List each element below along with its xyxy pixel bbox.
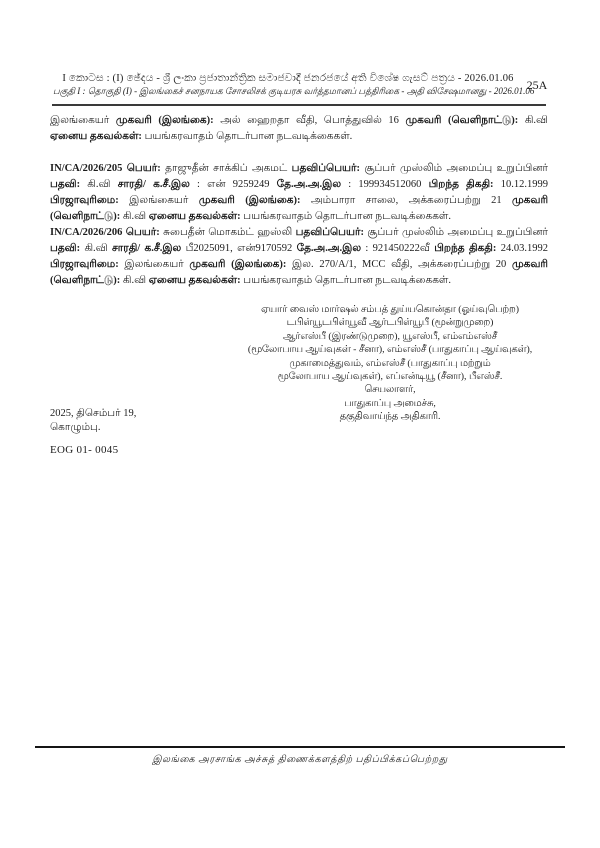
footer-rule (35, 746, 565, 748)
signature-authority-line: தகுதிவாய்ந்த அதிகாரி. (339, 411, 441, 423)
signature-line: ஆர்எஸ்பீ (இரண்டுமுறை), யூஎஸ்பீ, எம்எம்எஸ்சீ (282, 330, 498, 342)
signature-block (200, 303, 580, 424)
dateline-place: கொழும்பு. (50, 421, 101, 433)
signature-title-line: செயலாளர், (364, 384, 416, 396)
entry-paragraph-205: IN/CA/2026/205 பெயர்: தாஜுதீன் சாக்கிப் அகமட் பதவிப்பெயர்: சூப்பர் முஸ்லிம் அமைப்பு உறுப்பினர் பதவி: கி.வி சாரதி/ க.சீ.இல : என் 9259249 தே.அ.அ.இல : 199934512060 பிறந்த திகதி: 10.12.1999 பிரஜாவுரிமை: இலங்கையர் முகவரி (இலங்கை): அம்பாரா சாலை, அக்கரைப்பற்று 21 முகவரி (வெளிநாட்டு): கி.வி ஏனைய தகவல்கள்: பயங்கரவாதம் தொடர்பான நடவடிக்கைகள். (50, 163, 548, 222)
entry-continuation-paragraph: இலங்கையர் முகவரி (இலங்கை): அல் ஹைறதா வீதி, பொத்துவில் 16 முகவரி (வெளிநாட்டு): கி.வி ஏனைய தகவல்கள்: பயங்கரவாதம் தொடர்பான நடவடிக்கைகள். (50, 115, 548, 142)
signature-line: மூலோபாய ஆய்வுகள்), எப்என்டியூ (சீனா), பீஎஸ்சீ. (277, 371, 503, 383)
header-sinhala-line: I කොටස : (I) ඡේදය - ශ්‍රී ලංකා ප්‍රජාතාන්ත්‍රික සමාජවාදී ජනරජයේ අති විශේෂ ගැසට් පත්‍රය - 2026.01.06 (62, 73, 514, 84)
footer-imprint: இலங்கை அரசாங்க அச்சுத் திணைக்களத்திற் பதிப்பிக்கப்பெற்றது (152, 755, 448, 765)
signature-line: ஏயார் வைஸ் மார்ஷல் சம்பத் துய்யகொன்தா (ஓய்வுபெற்ற) (261, 304, 519, 315)
page-number: 25A (526, 78, 548, 92)
signature-ministry-line: பாதுகாப்பு அமைச்சு, (344, 397, 436, 409)
signature-line: (மூலோபாய ஆய்வுகள் - சீனா), எம்எஸ்சீ (பாதுகாப்பு ஆய்வுகள்), (247, 344, 533, 356)
header-rule (52, 104, 546, 106)
reference-number: EOG 01- 0045 (50, 444, 119, 456)
entry-paragraph-206: IN/CA/2026/206 பெயர்: சுபைதீன் மொகம்ட் ஹஸ்லி பதவிப்பெயர்: சூப்பர் முஸ்லிம் அமைப்பு உறுப்பினர் பதவி: கி.வி சாரதி/ க.சீ.இல பீ2025091, என்9170592 தே.அ.அ.இல : 921450222வீ பிறந்த திகதி: 24.03.1992 பிரஜாவுரிமை: இலங்கையர் முகவரி (இலங்கை): இல. 270/A/1, MCC வீதி, அக்கரைப்பற்று 20 முகவரி (வெளிநாட்டு): கி.வி ஏனைய தகவல்கள்: பயங்கரவாதம் தொடர்பான நடவடிக்கைகள். (50, 227, 549, 286)
header-tamil-line: பகுதி I : தொகுதி (I) - இலங்கைச் சனநாயக சோசலிசக் குடியரசு வர்த்தமானப் பத்திரிகை - அதி விசேஷமானது - 2026.01.06 (53, 86, 535, 96)
gazette-header (53, 72, 535, 97)
dateline (50, 407, 136, 434)
dateline-date: 2025, திசெம்பர் 19, (50, 408, 137, 419)
signature-line: டபிள்யூடபிள்யூவீ ஆர்டபிள்யூபீ (மூன்றுமுறை) (286, 317, 494, 329)
signature-line: முகாமைத்துவம், எம்எஸ்சீ (பாதுகாப்பு மற்றும் (289, 357, 491, 369)
